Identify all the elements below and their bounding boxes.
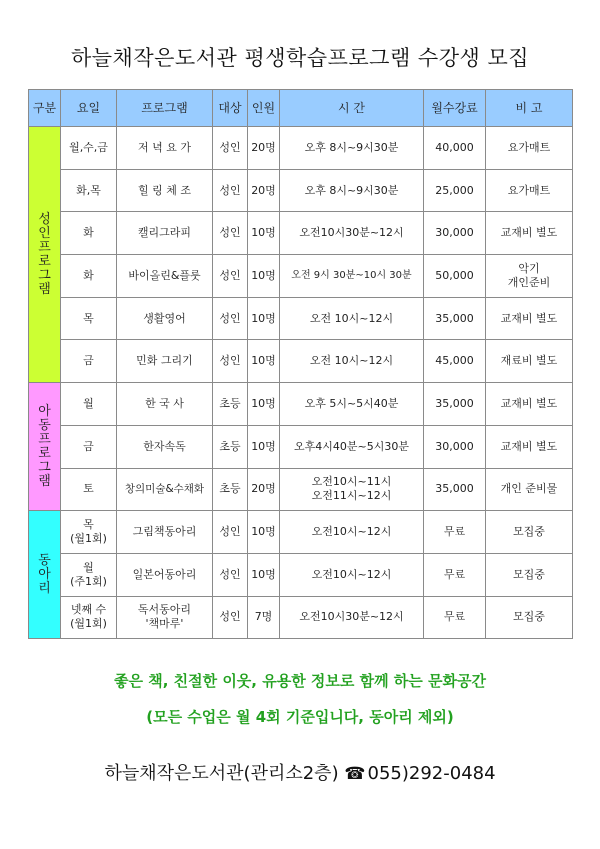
fee-cell: 35,000 xyxy=(424,468,486,511)
day-cell xyxy=(61,553,117,596)
category-char: 그 xyxy=(38,267,51,283)
program-cell xyxy=(117,468,213,511)
note-cell xyxy=(486,468,573,511)
count-cell: 7명 xyxy=(248,596,280,639)
category-char: 아 xyxy=(38,403,51,419)
count-cell: 20명 xyxy=(248,169,280,212)
time-cell xyxy=(280,383,424,426)
count-cell: 10명 xyxy=(248,255,280,298)
time-cell xyxy=(280,596,424,639)
day-cell xyxy=(61,212,117,255)
fee-cell: 무료 xyxy=(424,596,486,639)
note-cell-line: 교재비 별도 xyxy=(500,311,558,325)
table-row xyxy=(29,340,573,383)
count-cell: 10명 xyxy=(248,340,280,383)
day-cell-line: (월1회) xyxy=(70,617,107,631)
contact-info xyxy=(0,759,600,785)
category-cell xyxy=(29,511,61,639)
note-cell-line: 모집중 xyxy=(513,525,545,539)
category-char: 램 xyxy=(38,281,51,297)
program-cell-line: 생활영어 xyxy=(143,311,186,325)
day-cell-line: (주1회) xyxy=(70,574,107,588)
note-cell-line: 교재비 별도 xyxy=(500,226,558,240)
target-cell: 초등 xyxy=(213,425,248,468)
program-cell-line: 저 녁 요 가 xyxy=(138,140,191,154)
program-cell-line: 한 국 사 xyxy=(145,396,184,410)
table-row xyxy=(29,553,573,596)
time-cell-line: 오전 9시 30분~10시 30분 xyxy=(291,269,412,281)
category-char: 동 xyxy=(38,552,51,568)
header-day: 요일 xyxy=(61,90,117,127)
category-char: 그 xyxy=(38,459,51,475)
program-cell-line: 캘리그라피 xyxy=(137,226,192,240)
day-cell xyxy=(61,468,117,511)
fee-cell: 40,000 xyxy=(424,127,486,170)
time-cell-line: 오전 10시~12시 xyxy=(309,354,394,368)
fee-cell: 35,000 xyxy=(424,383,486,426)
target-cell: 성인 xyxy=(213,127,248,170)
header-category: 구분 xyxy=(29,90,61,127)
note-cell xyxy=(486,511,573,554)
count-cell: 10명 xyxy=(248,297,280,340)
note-cell-line: 요가매트 xyxy=(507,183,551,197)
fee-cell: 무료 xyxy=(424,553,486,596)
category-char: 램 xyxy=(38,473,51,489)
day-cell xyxy=(61,340,117,383)
day-cell-line: 화 xyxy=(83,226,94,240)
count-cell: 10명 xyxy=(248,425,280,468)
category-char: 프 xyxy=(38,431,51,447)
day-cell-line: 목 xyxy=(83,518,94,532)
program-cell-line: 한자속독 xyxy=(143,439,186,453)
note-cell xyxy=(486,553,573,596)
category-char: 아 xyxy=(38,566,51,582)
fee-cell: 45,000 xyxy=(424,340,486,383)
day-cell-line: (월1회) xyxy=(70,532,107,546)
fee-cell: 25,000 xyxy=(424,169,486,212)
program-cell-line: '책마루' xyxy=(145,617,184,631)
header-count: 인원 xyxy=(248,90,280,127)
category-cell xyxy=(29,383,61,511)
day-cell-line: 화,목 xyxy=(76,183,101,197)
note-cell-line: 모집중 xyxy=(513,610,545,624)
fee-cell: 30,000 xyxy=(424,212,486,255)
day-cell-line: 월 xyxy=(83,396,94,410)
count-cell: 20명 xyxy=(248,127,280,170)
time-cell-line: 오후 5시~5시40분 xyxy=(304,396,399,410)
note-cell-line: 교재비 별도 xyxy=(500,439,558,453)
target-cell: 성인 xyxy=(213,511,248,554)
count-cell: 10명 xyxy=(248,212,280,255)
note-cell-line: 재료비 별도 xyxy=(500,354,558,368)
note-cell xyxy=(486,425,573,468)
program-cell xyxy=(117,169,213,212)
program-cell xyxy=(117,553,213,596)
day-cell-line: 화 xyxy=(83,268,94,282)
count-cell: 10명 xyxy=(248,553,280,596)
page-title: 하늘채작은도서관 평생학습프로그램 수강생 모집 xyxy=(70,46,530,70)
category-char: 동 xyxy=(38,417,51,433)
slogan-line-2: (모든 수업은 월 4회 기준입니다, 동아리 제외) xyxy=(146,708,454,726)
phone-icon: ☎ xyxy=(344,764,366,784)
day-cell-line: 토 xyxy=(83,482,94,496)
count-cell: 10명 xyxy=(248,511,280,554)
program-cell-line: 바이올린&플룻 xyxy=(128,268,201,282)
note-cell xyxy=(486,212,573,255)
note-cell xyxy=(486,127,573,170)
note-cell xyxy=(486,169,573,212)
day-cell xyxy=(61,596,117,639)
header-note: 비 고 xyxy=(486,90,573,127)
fee-cell: 35,000 xyxy=(424,297,486,340)
header-fee: 월수강료 xyxy=(424,90,486,127)
program-cell-line: 힐 링 체 조 xyxy=(138,183,191,197)
note-cell-line: 개인준비 xyxy=(507,275,551,289)
category-char: 인 xyxy=(38,225,51,241)
table-header-row xyxy=(29,90,573,127)
time-cell-line: 오전11시~12시 xyxy=(311,489,392,503)
target-cell: 성인 xyxy=(213,255,248,298)
count-cell: 20명 xyxy=(248,468,280,511)
time-cell xyxy=(280,212,424,255)
note-cell-line: 요가매트 xyxy=(507,140,551,154)
category-char: 프 xyxy=(38,239,51,255)
target-cell: 성인 xyxy=(213,596,248,639)
time-cell xyxy=(280,468,424,511)
program-cell-line: 민화 그리기 xyxy=(136,354,193,368)
slogan-line-1: 좋은 책, 친절한 이웃, 유용한 정보로 함께 하는 문화공간 xyxy=(114,672,486,690)
note-cell-line: 모집중 xyxy=(513,567,545,581)
day-cell-line: 넷째 수 xyxy=(70,603,107,617)
program-cell xyxy=(117,297,213,340)
header-time: 시 간 xyxy=(280,90,424,127)
time-cell xyxy=(280,255,424,298)
table-row xyxy=(29,383,573,426)
day-cell xyxy=(61,169,117,212)
time-cell-line: 오후 8시~9시30분 xyxy=(304,183,399,197)
time-cell xyxy=(280,297,424,340)
table-row xyxy=(29,169,573,212)
program-cell xyxy=(117,383,213,426)
day-cell xyxy=(61,425,117,468)
program-cell xyxy=(117,511,213,554)
day-cell-line: 월 xyxy=(83,560,94,574)
note-cell xyxy=(486,596,573,639)
time-cell xyxy=(280,340,424,383)
table-row xyxy=(29,596,573,639)
header-target: 대상 xyxy=(213,90,248,127)
note-cell-line: 개인 준비물 xyxy=(500,482,558,496)
time-cell xyxy=(280,553,424,596)
time-cell-line: 오전 10시~12시 xyxy=(309,311,394,325)
count-cell: 10명 xyxy=(248,383,280,426)
day-cell-line: 금 xyxy=(83,354,94,368)
program-cell-line: 그림책동아리 xyxy=(132,525,197,539)
table-row xyxy=(29,127,573,170)
target-cell: 성인 xyxy=(213,169,248,212)
program-cell xyxy=(117,255,213,298)
day-cell-line: 월,수,금 xyxy=(69,140,108,154)
category-char: 리 xyxy=(38,580,51,596)
day-cell xyxy=(61,127,117,170)
note-cell-line: 악기 xyxy=(518,261,540,275)
table-row xyxy=(29,212,573,255)
target-cell: 성인 xyxy=(213,340,248,383)
note-cell xyxy=(486,383,573,426)
day-cell xyxy=(61,255,117,298)
program-cell xyxy=(117,212,213,255)
time-cell-line: 오전10시~11시 xyxy=(311,475,392,489)
table-row xyxy=(29,511,573,554)
target-cell: 성인 xyxy=(213,553,248,596)
fee-cell: 무료 xyxy=(424,511,486,554)
time-cell xyxy=(280,169,424,212)
phone-number: 055)292-0484 xyxy=(367,763,496,784)
time-cell-line: 오전10시30분~12시 xyxy=(299,226,404,240)
program-cell-line: 창의미술&수채화 xyxy=(124,483,205,496)
fee-cell: 30,000 xyxy=(424,425,486,468)
time-cell-line: 오후4시40분~5시30분 xyxy=(294,439,409,453)
note-cell xyxy=(486,255,573,298)
time-cell-line: 오후 8시~9시30분 xyxy=(304,140,399,154)
category-char: 로 xyxy=(38,445,51,461)
library-name: 하늘채작은도서관(관리소2층) xyxy=(104,763,339,784)
time-cell xyxy=(280,127,424,170)
category-char: 성 xyxy=(38,211,51,227)
table-row xyxy=(29,425,573,468)
table-row xyxy=(29,468,573,511)
day-cell-line: 금 xyxy=(83,439,94,453)
time-cell-line: 오전10시30분~12시 xyxy=(299,610,404,624)
table-row xyxy=(29,255,573,298)
day-cell xyxy=(61,511,117,554)
time-cell-line: 오전10시~12시 xyxy=(311,525,392,539)
program-table xyxy=(28,89,573,639)
note-cell-line: 교재비 별도 xyxy=(500,396,558,410)
program-cell xyxy=(117,340,213,383)
day-cell xyxy=(61,383,117,426)
category-cell xyxy=(29,127,61,383)
time-cell-line: 오전10시~12시 xyxy=(311,567,392,581)
header-program: 프로그램 xyxy=(117,90,213,127)
program-cell xyxy=(117,425,213,468)
day-cell-line: 목 xyxy=(83,311,94,325)
target-cell: 초등 xyxy=(213,383,248,426)
table-row xyxy=(29,297,573,340)
fee-cell: 50,000 xyxy=(424,255,486,298)
program-cell-line: 독서동아리 xyxy=(137,603,192,617)
category-char: 로 xyxy=(38,253,51,269)
note-cell xyxy=(486,297,573,340)
target-cell: 초등 xyxy=(213,468,248,511)
time-cell xyxy=(280,511,424,554)
time-cell xyxy=(280,425,424,468)
target-cell: 성인 xyxy=(213,297,248,340)
program-cell xyxy=(117,127,213,170)
note-cell xyxy=(486,340,573,383)
program-cell xyxy=(117,596,213,639)
target-cell: 성인 xyxy=(213,212,248,255)
program-cell-line: 일본어동아리 xyxy=(132,567,197,581)
day-cell xyxy=(61,297,117,340)
